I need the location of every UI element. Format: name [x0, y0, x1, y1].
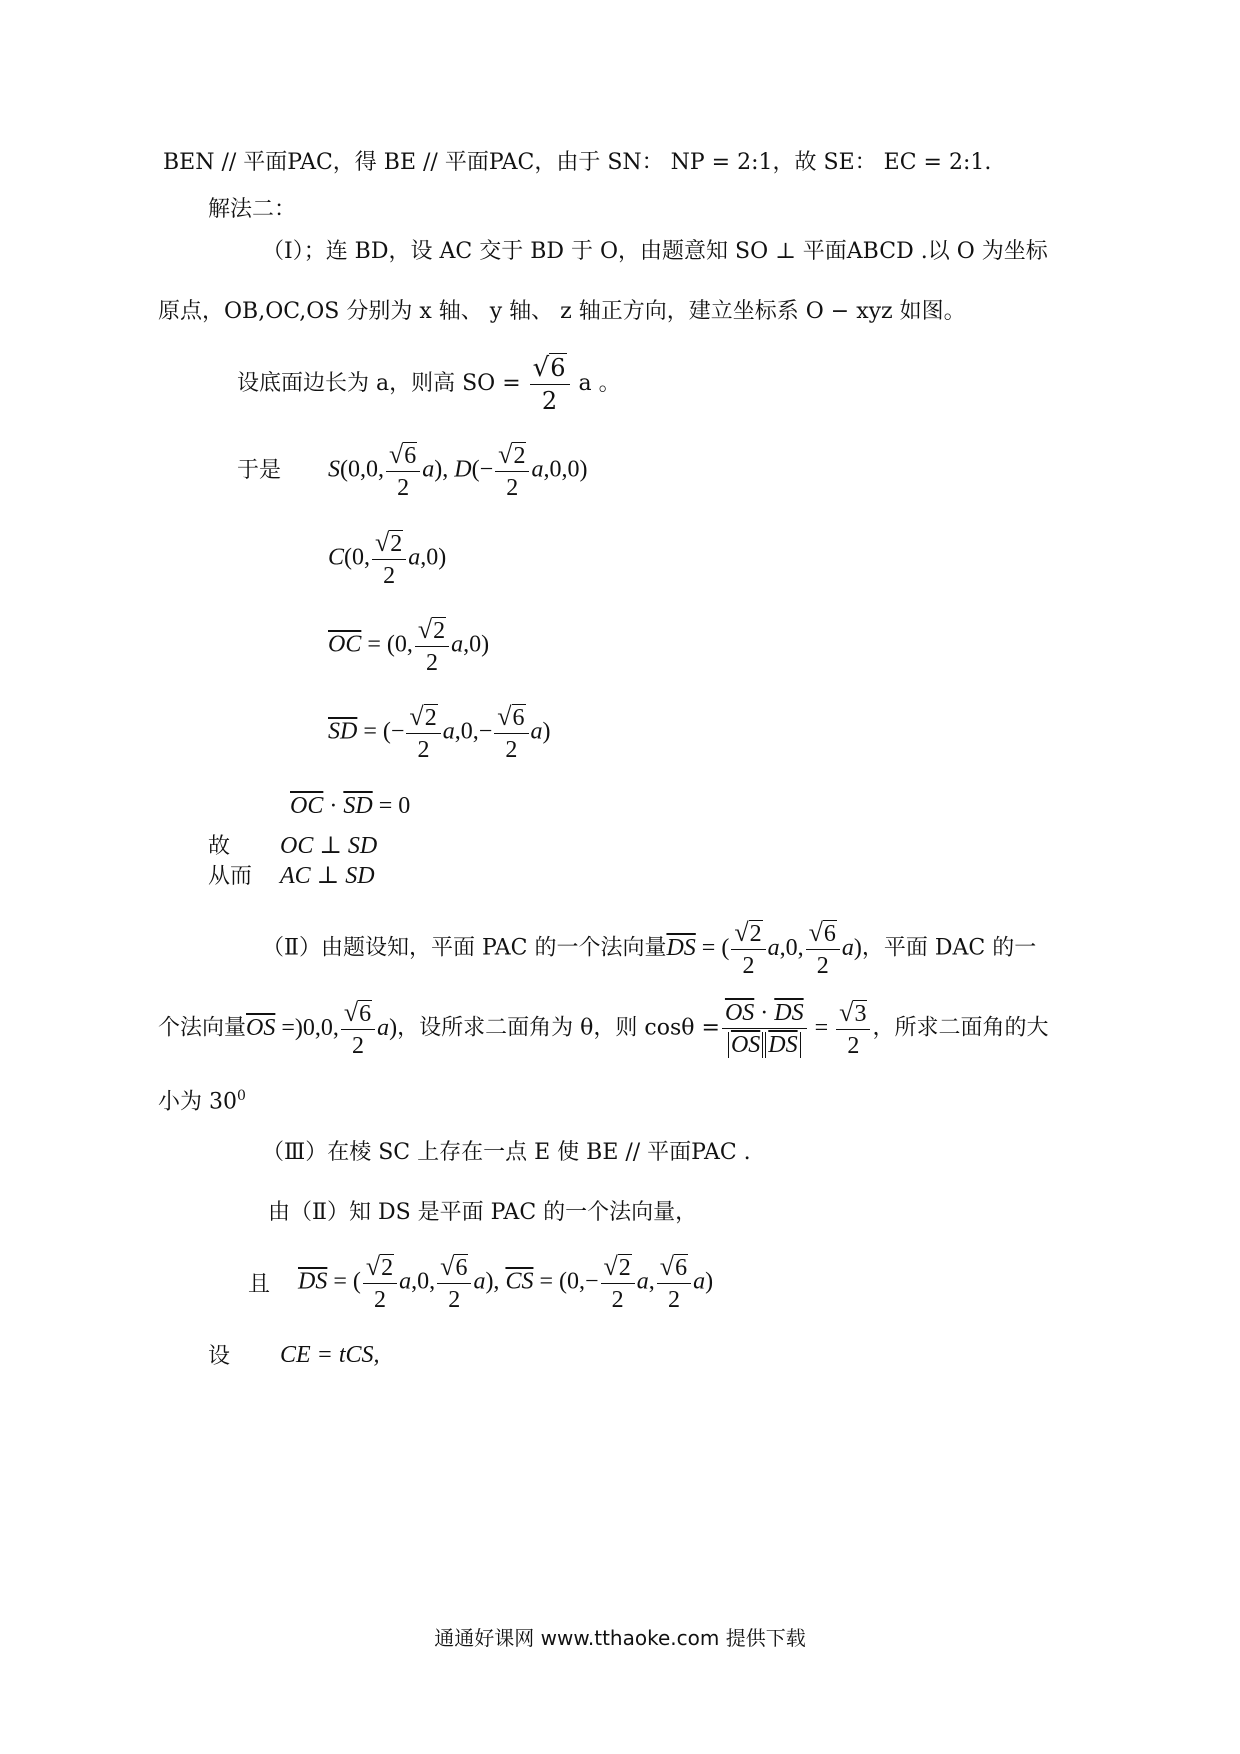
equation-c-coord: C(0, $\frac{√2}{2}$ a,0)	[328, 528, 447, 589]
label-yushi: 于是	[237, 458, 282, 483]
equation-s-d-coords: S(0,0, $\frac{√6}{2}$ a), D(− $\frac{√2}{2}$ a,0,0)	[328, 440, 588, 501]
equation-height	[237, 355, 621, 413]
equation-ac-perp-sd: AC ⊥ SD	[280, 863, 375, 889]
fraction: $\frac{√6}{2}$	[530, 355, 570, 413]
angle-degree-sup: 0	[237, 1088, 246, 1104]
footer-source: 通通好课网 www.tthaoke.com 提供下载	[434, 1626, 806, 1650]
equation-ce-tcs: CE = tCS,	[280, 1342, 380, 1368]
text-line-angle-result	[158, 1081, 246, 1117]
equation-vector-oc: $\overline{OC} = (0$, $\frac{√2}{2}$ a,0)	[328, 615, 490, 676]
equation-dot-product: $\overline{OC} \cdot \overline{SD} = 0$	[290, 793, 411, 819]
equation-vector-sd: $\overline{SD}$ = (− $\frac{√2}{2}$ a,0,− $\frac{√6}{2}$ a)	[328, 702, 551, 763]
equation-cosine-value: $\frac{\overline{OS} \cdot \overline{DS}}{\overline{OS} \overline{DS}}$ = $\frac{√3}{2}$	[720, 1015, 873, 1041]
part2-suffix: ，平面 DAC 的一	[861, 935, 1037, 961]
label-gu: 故	[208, 834, 231, 859]
label-she: 设	[208, 1344, 231, 1369]
equation-normal-os: $\overline{OS} =)0,0$, $\frac{√6}{2}$ a)	[246, 998, 398, 1059]
text-line-part2	[262, 920, 1036, 978]
cosine-suffix: ，所求二面角的大	[872, 1015, 1049, 1041]
height-prefix: 设底面边长为 a，则高 SO =	[237, 371, 521, 396]
solution-heading: 解法二：	[208, 197, 297, 222]
equation-normal-ds: $\overline{DS}$ = ( $\frac{√2}{2}$ a,0, $\frac{√6}{2}$ a)	[666, 918, 862, 979]
text-line-coordinate-setup: 原点，OB,OC,OS 分别为 x 轴、 y 轴、 z 轴正方向，建立坐标系 O − xyz 如图。	[158, 299, 966, 324]
cosine-mid: ，设所求二面角为 θ，则 cosθ =	[397, 1015, 720, 1041]
equation-ds-cs: $\overline{DS}$ = ( $\frac{√2}{2}$ a,0, $\frac{√6}{2}$ a), $\overline{CS} = (0,-$ $\frac{√2}{2}$ a, $\frac{√6}{2}$ a)	[298, 1252, 714, 1313]
angle-result-text: 小为 30	[158, 1089, 237, 1115]
text-line-cosine	[158, 1000, 1048, 1058]
cosine-prefix: 个法向量	[158, 1015, 247, 1041]
text-line-1: BEN // 平面PAC，得 BE // 平面PAC，由于 SN： NP = 2:1，故 SE： EC = 2:1.	[163, 150, 992, 175]
text-line-part3: （Ⅲ）在棱 SC 上存在一点 E 使 BE // 平面PAC .	[262, 1140, 751, 1165]
text-line-part1-intro: （Ⅰ）；连 BD，设 AC 交于 BD 于 O，由题意知 SO ⊥ 平面ABCD .以 O 为坐标	[262, 239, 1048, 264]
equation-oc-perp-sd: OC ⊥ SD	[280, 833, 378, 859]
height-suffix: a 。	[578, 371, 621, 396]
text-line-part3-normal: 由（Ⅱ）知 DS 是平面 PAC 的一个法向量，	[268, 1200, 698, 1225]
part2-prefix: （Ⅱ）由题设知，平面 PAC 的一个法向量	[262, 935, 667, 961]
label-qie: 且	[248, 1272, 271, 1297]
label-conger: 从而	[208, 864, 253, 889]
